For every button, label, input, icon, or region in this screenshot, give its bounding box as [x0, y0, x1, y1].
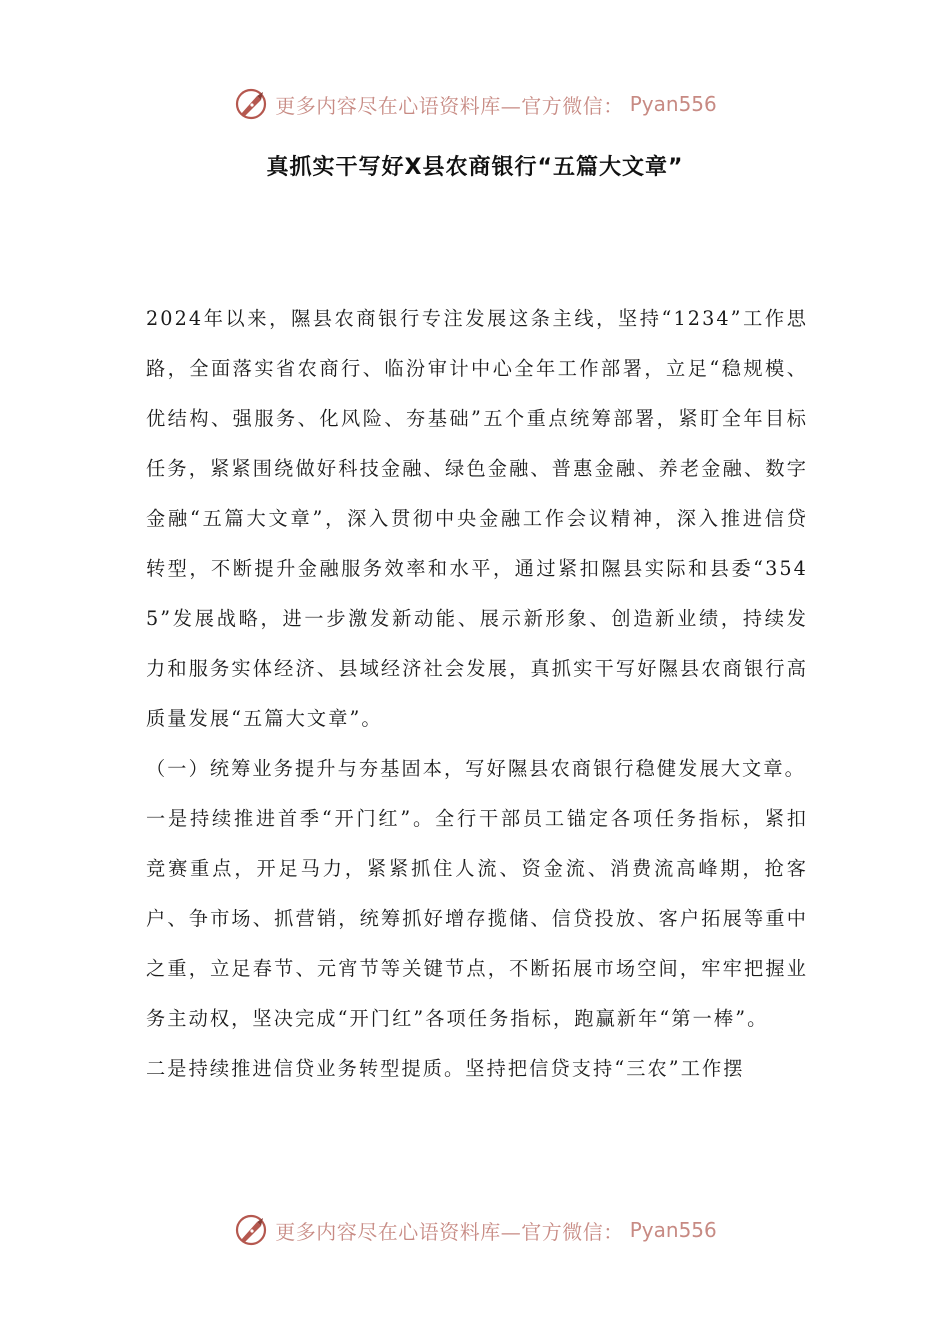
pen-nib-circle-icon — [233, 86, 269, 122]
document-title: 真抓实干写好X县农商银行“五篇大文章” — [266, 155, 684, 180]
paragraph-point-one: 一是持续推进首季“开门红”。全行干部员工锚定各项任务指标，紧扣竞赛重点，开足马力，紧紧抓住人流、资金流、消费流高峰期，抢客户、争市场、抓营销，统筹抓好增存揽储、信贷投放、客户拓展等重中之重，立足春节、元宵节等关键节点，不断拓展市场空间，牢牢把握业务主动权，坚决完成“开门红”各项任务指标，跑赢新年“第一棒”。 — [146, 807, 808, 1030]
footer-banner-text: 更多内容尽在心语资料库—官方微信： — [275, 1219, 624, 1244]
pen-nib-circle-icon — [233, 1212, 269, 1248]
header-banner-text: 更多内容尽在心语资料库—官方微信： — [275, 93, 624, 118]
paragraph-intro: 2024年以来，隰县农商银行专注发展这条主线，坚持“1234”工作思路，全面落实省农商行、临汾审计中心全年工作部署，立足“稳规模、优结构、强服务、化风险、夯基础”五个重点统筹部署，紧盯全年目标任务，紧紧围绕做好科技金融、绿色金融、普惠金融、养老金融、数字金融“五篇大文章”，深入贯彻中央金融工作会议精神，深入推进信贷转型，不断提升金融服务效率和水平，通过紧扣隰县实际和县委“3545”发展战略，进一步激发新动能、展示新形象、创造新业绩，持续发力和服务实体经济、县域经济社会发展，真抓实干写好隰县农商银行高质量发展“五篇大文章”。 — [146, 307, 808, 730]
header-banner — [0, 82, 950, 126]
paragraph-section-heading: （一）统筹业务提升与夯基固本，写好隰县农商银行稳健发展大文章。 — [146, 757, 806, 780]
header-wechat-id: Pyan556 — [629, 92, 717, 116]
footer-banner — [0, 1208, 950, 1252]
document-body — [146, 294, 808, 1094]
paragraph-point-two: 二是持续推进信贷业务转型提质。坚持把信贷支持“三农”工作摆 — [146, 1057, 745, 1080]
footer-wechat-id: Pyan556 — [629, 1218, 717, 1242]
